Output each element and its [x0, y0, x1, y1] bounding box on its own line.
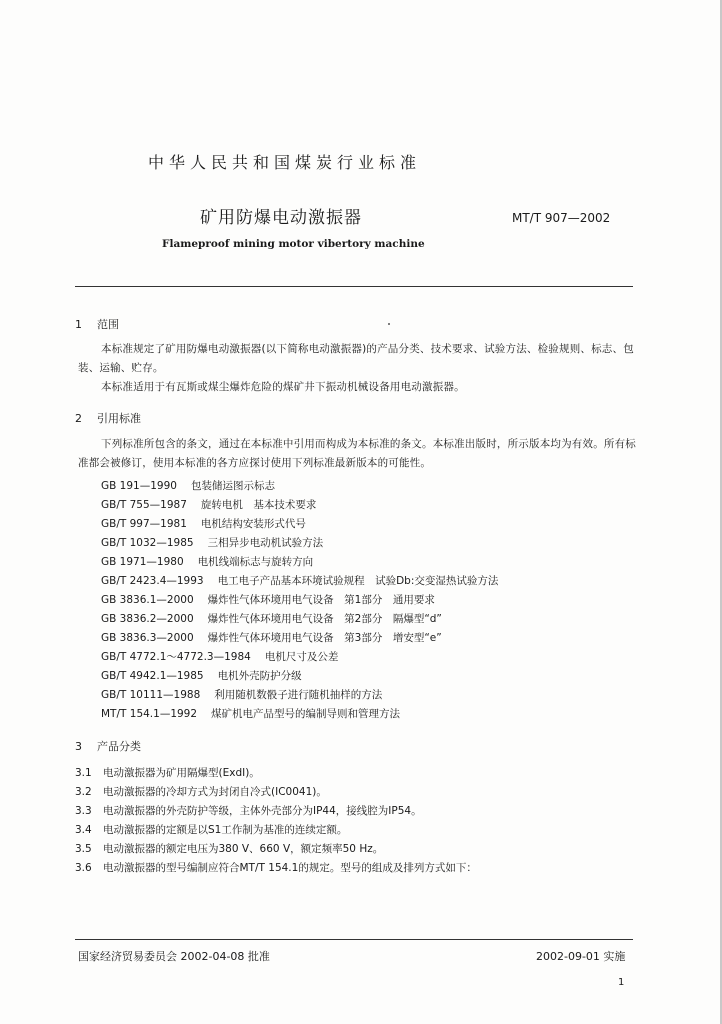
- section-number: 3: [75, 740, 82, 753]
- section-number: 2: [75, 412, 82, 425]
- reference-item: GB/T 10111—1988 利用随机数骰子进行随机抽样的方法: [101, 689, 383, 701]
- reference-item: MT/T 154.1—1992 煤矿机电产品型号的编制导则和管理方法: [101, 708, 401, 720]
- section-3-heading: [75, 738, 141, 754]
- implementation-date: 2002-09-01 实施: [536, 950, 626, 963]
- approval-line: 国家经济贸易委员会 2002-04-08 批准: [78, 950, 270, 963]
- section-1-paragraph-1: 本标准规定了矿用防爆电动激振器(以下简称电动激振器)的产品分类、技术要求、试验方法、检验规则、标志、包装、运输、贮存。: [78, 343, 634, 374]
- reference-item: GB 1971—1980 电机线端标志与旋转方向: [101, 556, 314, 568]
- scan-speck: [388, 323, 390, 325]
- reference-item: GB 191—1990 包装储运图示标志: [101, 480, 275, 492]
- reference-item: GB 3836.1—2000 爆炸性气体环境用电气设备 第1部分 通用要求: [101, 594, 435, 606]
- reference-item: GB/T 755—1987 旋转电机 基本技术要求: [101, 499, 317, 511]
- reference-item: GB/T 2423.4—1993 电工电子产品基本环境试验规程 试验Db:交变湿热试验方法: [101, 575, 499, 587]
- clause-item: 3.3 电动激振器的外壳防护等级，主体外壳部分为IP44，接线腔为IP54。: [75, 805, 422, 817]
- clause-item: 3.6 电动激振器的型号编制应符合MT/T 154.1的规定。型号的组成及排列方式如下：: [75, 862, 477, 874]
- header-rule: [75, 286, 633, 287]
- section-number: 1: [75, 318, 82, 331]
- clause-item: 3.4 电动激振器的定额是以S1工作制为基准的连续定额。: [75, 824, 348, 836]
- clause-item: 3.2 电动激振器的冷却方式为封闭自冷式(IC0041)。: [75, 786, 327, 798]
- section-1-paragraph-2: 本标准适用于有瓦斯或煤尘爆炸危险的煤矿井下振动机械设备用电动激振器。: [101, 381, 465, 393]
- reference-item: GB 3836.2—2000 爆炸性气体环境用电气设备 第2部分 隔爆型“d”: [101, 613, 442, 625]
- reference-item: GB/T 4942.1—1985 电机外壳防护分级: [101, 670, 302, 682]
- reference-item: GB/T 1032—1985 三相异步电动机试验方法: [101, 537, 324, 549]
- section-title: 范围: [97, 318, 119, 331]
- section-1-heading: [75, 316, 119, 332]
- section-2-heading: [75, 410, 141, 426]
- reference-item: GB/T 997—1981 电机结构安装形式代号: [101, 518, 306, 530]
- clause-item: 3.1 电动激振器为矿用隔爆型(ExdI)。: [75, 767, 260, 779]
- clause-item: 3.5 电动激振器的额定电压为380 V、660 V，额定频率50 Hz。: [75, 843, 384, 855]
- standard-category: 中华人民共和国煤炭行业标准: [148, 153, 422, 172]
- section-title: 引用标准: [97, 412, 141, 425]
- reference-item: GB 3836.3—2000 爆炸性气体环境用电气设备 第3部分 增安型“e”: [101, 632, 442, 644]
- section-title: 产品分类: [97, 740, 141, 753]
- footer-rule: [75, 939, 633, 940]
- section-2-intro: 下列标准所包含的条文，通过在本标准中引用而构成为本标准的条文。本标准出版时，所示版本均为有效。所有标准都会被修订，使用本标准的各方应探讨使用下列标准最新版本的可能性。: [78, 438, 636, 469]
- page-number: 1: [618, 977, 625, 988]
- document-code: MT/T 907—2002: [512, 211, 611, 225]
- reference-item: GB/T 4772.1～4772.3—1984 电机尺寸及公差: [101, 651, 339, 663]
- document-subtitle-english: Flameproof mining motor vibertory machine: [162, 238, 425, 250]
- document-title: 矿用防爆电动激振器: [200, 208, 362, 228]
